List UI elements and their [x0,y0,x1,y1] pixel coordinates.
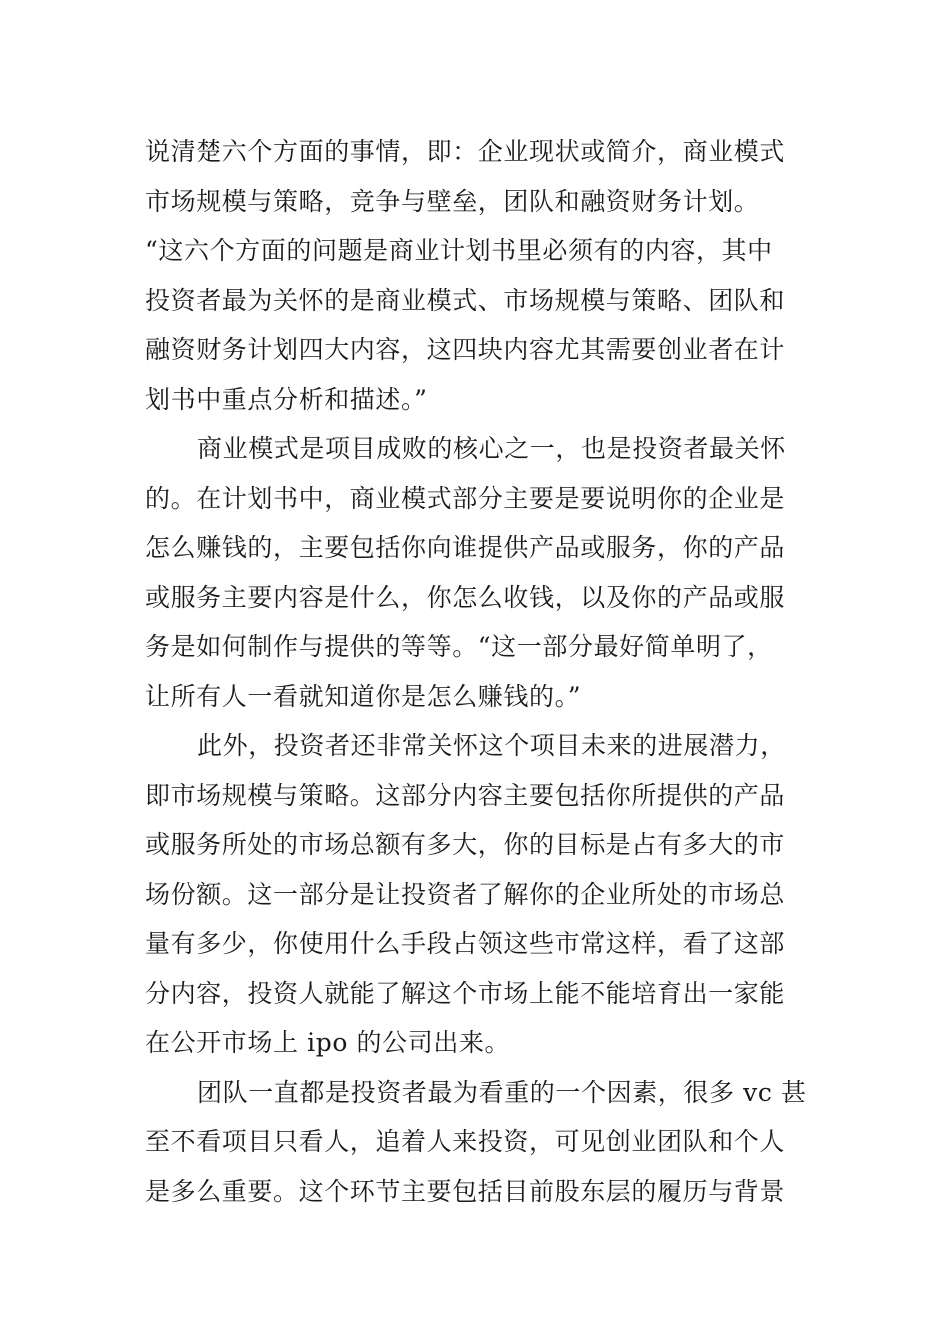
text-line: 划书中重点分析和描述。” [145,384,428,414]
paragraph-1 [145,127,809,424]
text-line: 场份额。这一部分是让投资者了解你的企业所处的市场总 [145,879,786,909]
text-line: 或服务主要内容是什么，你怎么收钱，以及你的产品或服 [145,582,786,612]
text-line: 商业模式是项目成败的核心之一，也是投资者最关怀 [197,434,786,463]
text-line: 分内容，投资人就能了解这个市场上能不能培育出一家能 [145,978,786,1008]
text-line: 务是如何制作与提供的等等。“这一部分最好简单明了， [145,632,773,661]
text-line: 的。在计划书中，商业模式部分主要是要说明你的企业是 [145,483,786,513]
text-line: 融资财务计划四大内容，这四块内容尤其需要创业者在计 [145,335,786,364]
text-line: 此外，投资者还非常关怀这个项目未来的进展潜力， [197,731,786,760]
text-line: 市场规模与策略，竞争与壁垒，团队和融资财务计划。 [145,186,760,216]
text-line: 在公开市场上 ipo 的公司出来。 [145,1028,511,1057]
text-line: 怎么赚钱的，主要包括你向谁提供产品或服务，你的产品 [145,533,786,562]
text-line: 说清楚六个方面的事情，即：企业现状或简介，商业模式 [145,137,786,166]
text-line: 让所有人一看就知道你是怎么赚钱的。” [145,681,582,711]
text-line: 是多么重要。这个环节主要包括目前股东层的履历与背景 [145,1176,786,1206]
text-line: “这六个方面的问题是商业计划书里必须有的内容，其中 [145,236,773,265]
text-line: 至不看项目只看人，追着人来投资，可见创业团队和个人 [145,1127,786,1156]
text-line: 团队一直都是投资者最为看重的一个因素，很多 vc 甚 [197,1077,807,1107]
text-line: 投资者最为关怀的是商业模式、市场规模与策略、团队和 [145,285,786,315]
text-line: 即市场规模与策略。这部分内容主要包括你所提供的产品 [145,780,786,810]
paragraph-4 [145,1068,809,1217]
paragraph-3 [145,721,809,1068]
text-line: 或服务所处的市场总额有多大，你的目标是占有多大的市 [145,830,786,859]
document-body [145,127,809,1216]
text-line: 量有多少，你使用什么手段占领这些市常这样，看了这部 [145,929,786,958]
paragraph-2 [145,424,809,721]
